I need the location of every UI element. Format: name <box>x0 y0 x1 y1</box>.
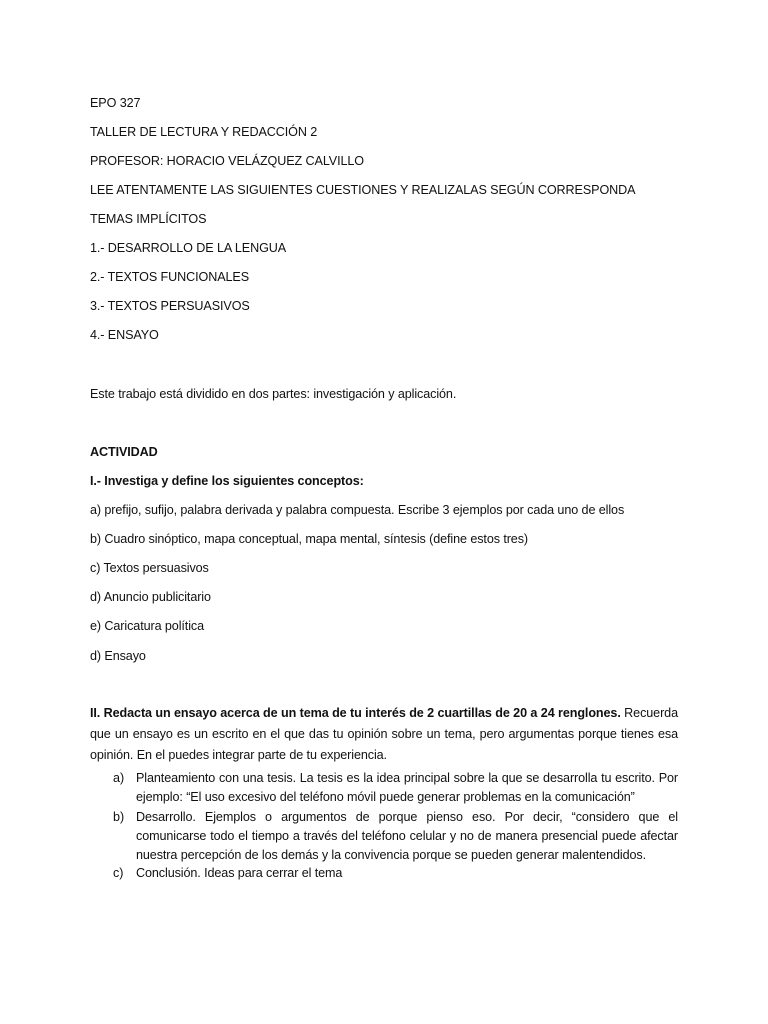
essay-item-text: Desarrollo. Ejemplos o argumentos de porque pienso eso. Por decir, “considero que el comunicarse todo el tiempo a través del teléfono celular y no de manera presencial puede afectar nuestra percepción de los demás y la convivencia porque se pueden generar malentendidos. <box>136 810 678 862</box>
concept-item: c) Textos persuasivos <box>90 561 209 575</box>
topic-item: 1.- DESARROLLO DE LA LENGUA <box>90 241 287 255</box>
topic-item: 3.- TEXTOS PERSUASIVOS <box>90 299 250 313</box>
part2-paragraph <box>90 703 678 766</box>
concept-item: d) Ensayo <box>90 649 146 663</box>
topic-item: 4.- ENSAYO <box>90 328 159 342</box>
intro-text: Este trabajo está dividido en dos partes: investigación y aplicación. <box>90 387 457 401</box>
essay-item-text: Conclusión. Ideas para cerrar el tema <box>136 866 343 880</box>
topics-title: TEMAS IMPLÍCITOS <box>90 212 207 226</box>
concept-item: b) Cuadro sinóptico, mapa conceptual, mapa mental, síntesis (define estos tres) <box>90 532 529 546</box>
essay-item-marker: b) <box>113 810 125 824</box>
concept-item: d) Anuncio publicitario <box>90 590 211 604</box>
part2-title: II. Redacta un ensayo acerca de un tema de tu interés de 2 cuartillas de 20 a 24 renglones. <box>90 706 621 720</box>
part2-description: Recuerda que un ensayo es un escrito en el que das tu opinión sobre un tema, pero argumentas porque tienes esa opinión. En el puedes integrar parte de tu experiencia. <box>90 706 678 762</box>
essay-item-text: Planteamiento con una tesis. La tesis es la idea principal sobre la que se desarrolla tu escrito. Por ejemplo: “El uso excesivo del teléfono móvil puede generar problemas en la comunicación” <box>136 771 678 804</box>
instruction-line: LEE ATENTAMENTE LAS SIGUIENTES CUESTIONES Y REALIZALAS SEGÚN CORRESPONDA <box>90 183 636 197</box>
activity-title: ACTIVIDAD <box>90 445 158 459</box>
school-code: EPO 327 <box>90 96 141 110</box>
part1-title: I.- Investiga y define los siguientes conceptos: <box>90 474 364 488</box>
concept-item: e) Caricatura política <box>90 619 204 633</box>
teacher-name: PROFESOR: HORACIO VELÁZQUEZ CALVILLO <box>90 154 364 168</box>
course-title: TALLER DE LECTURA Y REDACCIÓN 2 <box>90 125 318 139</box>
essay-item-marker: a) <box>113 771 125 785</box>
concept-item: a) prefijo, sufijo, palabra derivada y palabra compuesta. Escribe 3 ejemplos por cada uno de ellos <box>90 503 625 517</box>
topic-item: 2.- TEXTOS FUNCIONALES <box>90 270 249 284</box>
essay-item-marker: c) <box>113 866 124 880</box>
